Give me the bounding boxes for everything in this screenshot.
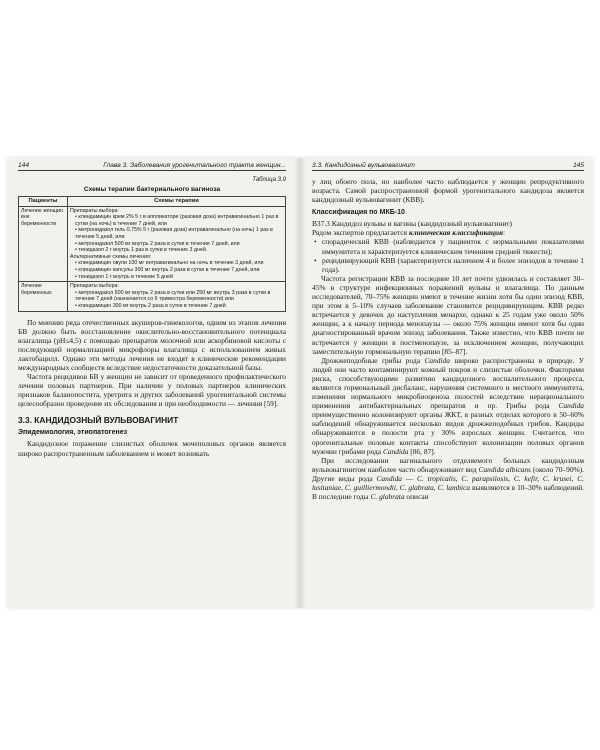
table-line: Препараты выбора: xyxy=(70,207,119,214)
table-title: Схемы терапии бактериального вагиноза xyxy=(83,186,221,193)
left-page-number: 144 xyxy=(18,162,30,169)
table-label: Таблица 3.9 xyxy=(252,177,286,183)
text-run-italic: C. glabrata xyxy=(370,492,405,502)
text-run: (около 70–90%). Другие виды рода xyxy=(312,464,584,483)
text-run-italic: Candida albicans xyxy=(478,464,531,474)
table-line: • клиндамицин капсулы 300 мг внутрь 2 раза в сутки в течение 7 дней, или xyxy=(75,266,260,273)
text-run: — xyxy=(401,473,418,483)
left-paragraph-1: По мнению ряда отечественных акушеров-гинекологов, одним из этапов лечения БВ должно быть восстановление окислительно-восстановительного потенциала влагалища (рН≤4,5) с помощью препаратов молочной или аскорбиновой кислоты с последующей нормализацией микрофлоры влагалища с использованием живых лактобацилл. Однако эти методы лечения не входят в клинические рекомендации международных сообществ вследствие недостаточности доказательной базы. xyxy=(18,317,286,372)
text-run: При исследовании вагинального отделяемого больных кандидозным вульвовагинитом наиболее часто обнаруживают вид xyxy=(312,455,584,474)
right-page-number: 145 xyxy=(572,162,584,169)
table-line: • клиндамицин крем 2% 5 г в аппликаторе (разовая доза) интравагинально 1 раз в сутки (на ночь) в течение 7 дней, или xyxy=(75,214,279,227)
table-header-schemes: Схемы терапии xyxy=(68,197,286,207)
table-cell-patients: Лечение беременных xyxy=(19,282,68,311)
table-row xyxy=(19,282,286,311)
right-paragraph-1: у лиц обоего пола, но наиболее часто наблюдается у женщин репродуктивного возраста. Самой распространенной формой урогенитального кандидоза является кандидозный вульвовагинит (КВВ). xyxy=(312,177,584,205)
therapy-table xyxy=(18,196,286,312)
table-line: • метронидазол 500 мг внутрь 2 раза в сутки в течение 7 дней, или xyxy=(75,240,240,247)
classification-intro-text: Рядом экспертов предлагается xyxy=(312,228,409,238)
table-line: • метронидазол 500 мг внутрь 2 раза в сутки или 250 мг внутрь 3 раза в сутки в течение 7 дней (назначается со II триместра беременности) или xyxy=(75,289,271,303)
table-line: • метронидазол гель 0,75% 5 г (разовая доза) интравагинально (на ночь) 1 раз в течение 5 дней, или xyxy=(75,227,273,240)
left-paragraph-2: Частота рецидивов БВ у женщин не зависит от проведенного профилактического лечения половых партнеров. При наличии у половых партнеров клинических признаков баланопостита, уретрита и других заболеваний урогенитальной системы целесообразно проведение их обследования и при необходимости — лечения [59]. xyxy=(18,372,286,409)
left-running-title: Глава 3. Заболевания урогенитального тракта женщин... xyxy=(103,162,286,169)
left-running-head xyxy=(18,162,286,171)
table-cell-patients: Лечение женщин вне беременности xyxy=(19,206,68,282)
table-line: • клиндамицин 300 мг внутрь 2 раза в сутки в течение 7 дней xyxy=(75,302,226,309)
table-line: Препараты выбора: xyxy=(70,283,119,290)
classification-intro-end: : xyxy=(502,228,506,238)
table-header-row xyxy=(19,197,286,207)
table-cell-schemes xyxy=(68,282,286,311)
left-paragraph-3: Кандидозное поражение слизистых оболочек мочеполовых органов является широко распространенным заболеванием и может возникать xyxy=(18,439,286,458)
text-run-italic: Candida xyxy=(424,355,450,365)
list-item: • рецидивирующий КВВ (характеризуется наличием 4 и более эпизодов в течение 1 года). xyxy=(322,256,584,274)
section-heading: 3.3. КАНДИДОЗНЫЙ ВУЛЬВОВАГИНИТ xyxy=(18,415,179,426)
right-paragraph-4 xyxy=(312,456,584,501)
list-item: • спорадический КВВ (наблюдается у пациенток с нормальными показателями иммунитета и характеризуется клиническим течением средней тяжести); xyxy=(322,237,584,255)
classification-list xyxy=(312,237,584,273)
left-page xyxy=(18,162,286,602)
table-row xyxy=(19,206,286,282)
icd-code-line: В37.3 Кандидоз вульвы и вагины (кандидозный вульвовагинит) xyxy=(312,219,512,229)
right-paragraph-3 xyxy=(312,356,584,456)
text-run-italic: C. tropicalis, C. parapsilosis, C. kefir, C. krusei, C. lusitaniae, C. guilliermondii, C. glabrata, C. lambica xyxy=(312,473,584,492)
text-run: преимущественно колонизируют органы ЖКТ, в разных отделах которого в 50–60% наблюдений обнаруживается несколько видов дрожжеподобных грибов. Кандиды обнаруживаются в полости рта у 30% взрослых женщин. Считается, что орогенитальные половые контакты способствуют колонизации половых органов мужчин грибами рода xyxy=(312,410,584,456)
table-line: • тинидазол 1 г внутрь в течение 5 дней xyxy=(75,273,173,280)
table-line: • тинидазол 2 г внутрь 1 раз в сутки в течение 3 дней. xyxy=(75,247,208,254)
table-header-patients: Пациенты xyxy=(19,197,68,207)
book-gutter xyxy=(294,158,306,608)
text-run: описан xyxy=(404,492,429,502)
text-run: Дрожжеподобные грибы рода xyxy=(321,355,425,365)
text-run: [86, 87]. xyxy=(408,446,436,456)
left-subheading: Эпидемиология, этиопатогенез xyxy=(18,429,128,437)
text-run-italic: Candida xyxy=(376,473,402,483)
right-running-title: 3.3. Кандидозный вульвовагинит xyxy=(312,162,415,169)
text-run-italic: Candida xyxy=(382,446,409,456)
right-page xyxy=(312,162,584,602)
right-paragraph-2: Частота регистрации КВВ за последние 10 лет почти удвоилась и составляет 30–45% в структуре инфекционных поражений вульвы и влагалища. По данным исследователей, 70–75% женщин имеют в течение жизни хотя бы один эпизод КВВ, при этом в 5–10% случаев заболевание становится рецидивирующим. КВВ редко встречается у девочек до наступления менархе, однако к 25 годам уже около 50% женщин, а к началу периода менопаузы — около 75% женщин имеют хотя бы один диагностированный врачом эпизод заболевания. Также известно, что КВВ почти не встречается у женщин в постменопаузе, за исключением женщин, получающих заместительную гормональную терапию [85–87]. xyxy=(312,273,584,356)
right-running-head xyxy=(312,162,584,171)
classification-intro xyxy=(312,228,584,237)
text-run-italic: Candida xyxy=(558,401,584,411)
right-subheading: Классификация по МКБ-10 xyxy=(312,209,405,217)
table-line: Альтернативные схемы лечения: xyxy=(70,253,152,260)
table-line: • клиндамицин овули 100 мг интравагинально на ночь в течение 3 дней, или xyxy=(75,260,264,267)
table-cell-schemes xyxy=(68,206,286,282)
classification-emphasis: клиническая классификация xyxy=(408,228,503,238)
text-run: широко распространены в природе. У людей они часто контаминируют кожный покров и слизистые оболочки. Факторами риска, способствующими развитию кандидозного воспалительного процесса, являются гормональный дисбаланс, нарушения системного и местного иммунитета, изменения нормального микробиоценоза полостей вследствие нерационального применения антибактериальных препаратов и пр. Грибы рода xyxy=(312,355,584,411)
text-run: выявляются в 10–30% наблюдений. В последние годы xyxy=(312,483,584,502)
